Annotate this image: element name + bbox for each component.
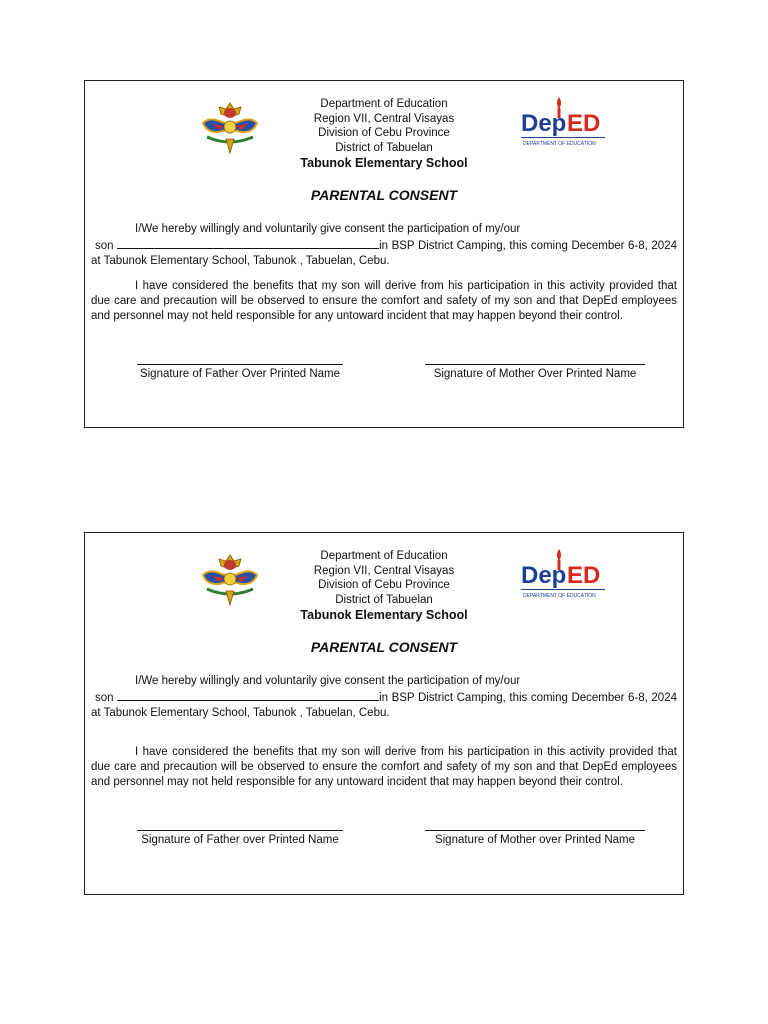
form-title: PARENTAL CONSENT (310, 639, 458, 655)
svg-text:Dep: Dep (521, 562, 567, 589)
header-region: Region VII, Central Visayas (313, 112, 455, 125)
son-label: son (95, 692, 114, 704)
mother-signature-line[interactable] (425, 364, 645, 365)
header-region: Region VII, Central Visayas (313, 564, 455, 577)
benefits-paragraph (91, 745, 677, 790)
father-signature (125, 364, 355, 380)
father-signature-label: Signature of Father over Printed Name (141, 834, 339, 846)
form-title: PARENTAL CONSENT (310, 187, 458, 203)
consent-intro: I/We hereby willingly and voluntarily give consent the participation of my/our (135, 675, 521, 687)
mother-signature (415, 830, 655, 846)
header-department: Department of Education (320, 550, 448, 562)
consent-details: in BSP District Camping, this coming December 6-8, 2024 at Tabunok Elementary School, Tabunok , Tabuelan, Cebu. (91, 692, 677, 719)
header-district: District of Tabuelan (335, 141, 433, 154)
consent-paragraph (91, 222, 677, 269)
benefits-text: I have considered the benefits that my son will derive from his participation in this activity provided that due care and precaution will be observed to ensure the comfort and safety of my son and that DepEd employees and personnel may not held responsible for any untoward incident that may happen beyond their control. (91, 280, 677, 322)
father-signature-label: Signature of Father Over Printed Name (139, 368, 341, 380)
consent-paragraph (91, 674, 677, 721)
consent-details: in BSP District Camping, this coming December 6-8, 2024 at Tabunok Elementary School, Tabunok , Tabuelan, Cebu. (91, 240, 677, 267)
header-district: District of Tabuelan (335, 593, 433, 606)
mother-signature-label: Signature of Mother over Printed Name (434, 834, 636, 846)
svg-text:DEPARTMENT OF EDUCATION: DEPARTMENT OF EDUCATION (523, 593, 596, 599)
header-school: Tabunok Elementary School (300, 156, 468, 170)
letterhead (85, 549, 683, 624)
son-label: son (95, 240, 114, 252)
header-division: Division of Cebu Province (318, 127, 450, 139)
benefits-paragraph (91, 279, 677, 324)
svg-text:DEPARTMENT OF EDUCATION: DEPARTMENT OF EDUCATION (523, 141, 596, 147)
son-name-field[interactable] (117, 237, 379, 249)
svg-text:Dep: Dep (521, 110, 567, 137)
header-department: Department of Education (320, 98, 448, 110)
svg-text:ED: ED (567, 562, 601, 589)
header-school: Tabunok Elementary School (300, 608, 468, 622)
son-name-field[interactable] (117, 689, 379, 701)
letterhead (85, 97, 683, 172)
consent-intro: I/We hereby willingly and voluntarily give consent the participation of my/our (135, 223, 521, 235)
mother-signature (415, 364, 655, 380)
father-signature (125, 830, 355, 846)
father-signature-line[interactable] (137, 364, 343, 365)
benefits-text: I have considered the benefits that my son will derive from his participation in this activity provided that due care and precaution will be observed to ensure the comfort and safety of my son and that DepEd employees and personnel may not held responsible for any untoward incident that may happen beyond their control. (91, 746, 677, 788)
header-division: Division of Cebu Province (318, 579, 450, 591)
mother-signature-label: Signature of Mother Over Printed Name (433, 368, 637, 380)
mother-signature-line[interactable] (425, 830, 645, 831)
svg-text:ED: ED (567, 110, 601, 137)
consent-form-2 (84, 532, 684, 895)
father-signature-line[interactable] (137, 830, 343, 831)
consent-form-1 (84, 80, 684, 428)
